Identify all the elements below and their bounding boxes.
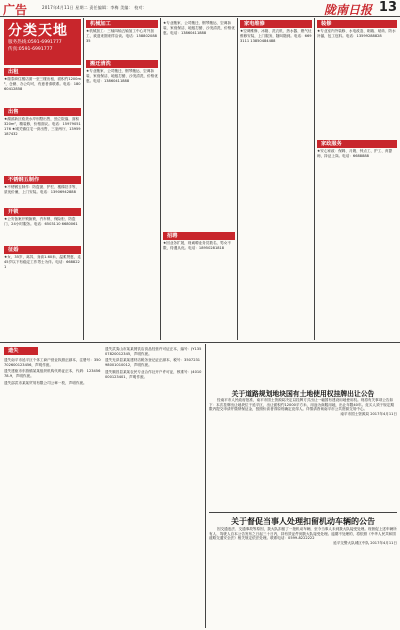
vehicle-notice: [209, 516, 397, 626]
lost-notices-col2: [105, 347, 202, 626]
section-header-recruit: 招聘: [163, 232, 235, 240]
newspaper-logo: 陇南日报: [323, 3, 372, 17]
land-auction-notice: [209, 388, 397, 508]
section-tag: 广告: [3, 3, 28, 17]
section-header-decoration: 装修: [317, 20, 397, 28]
classified-ad: ★机械加工：三轴四轴五轴加工中心对外加工，欢迎来图来样洽谈。电话：15880208835: [86, 29, 157, 43]
section-header-rent: 出租: [4, 68, 81, 76]
section-header-machining: 机械加工: [86, 20, 158, 28]
classified-ad: ★专业室内外装修、水电改造、刷墙、贴砖、防水补漏，包工包料。电话：13599288828: [317, 29, 396, 38]
column-5: [317, 20, 397, 340]
column-3: [163, 20, 235, 340]
section-divider: [0, 342, 400, 343]
banner-fax: 传真:0591-6991777: [8, 47, 53, 52]
column-divider: [237, 18, 238, 340]
section-header-appliance: 家电维修: [240, 20, 312, 28]
column-divider: [314, 18, 315, 340]
classified-ad-text: ★专业搬家、公司搬迁、钢琴搬运、空调拆装、家庭保洁、地板打蜡、沙发清洗，价格优惠。电话：13860411888: [86, 69, 158, 83]
lost-notice: 遗失邵武市某某贸易有限公司公章一枚，声明作废。: [4, 380, 87, 385]
notice-title: 关于道路规划地块国有土地使用权挂牌出让公告: [231, 390, 375, 398]
section-header-steel: 不锈钢五制作: [4, 176, 81, 184]
classified-ad: ★公安备案开锁换锁，汽车锁、保险柜、防盗门，24小时服务。电话：6503110 6680061: [4, 217, 78, 226]
classified-ad: ★湖滨新区欧美水岸别墅出售，独立院落，面积320m²，精装修，价格面议。电话：15979051176 ★城关镇住宅一套出售，三室两厅，13959187432: [4, 117, 81, 136]
classified-ad: ★空调维修、冰箱、洗衣机、热水器、燃气灶维修安装，上门服务，随叫随到。电话：6693111 13850484488: [240, 29, 312, 43]
notice-title: 关于督促当事人处理扣留机动车辆的公告: [231, 516, 375, 526]
lost-notices-col1: [4, 358, 101, 626]
notice-body: 经南平市人民政府批准，南平市国土资源局决定以挂牌方式出让一幅国有建设用地使用权。现将有关事项公告如下：本次挂牌出让地块位于延平区，出让面积约12000平方米，用途为商服用地，出让年限40年。竞买人须于规定期限内提交申请并缴纳保证金，按照价高者得原则确定竞得人。详情请咨询南平市公共资源交易中心。: [209, 398, 394, 412]
left-column: [4, 68, 81, 320]
column-2: [86, 20, 158, 340]
column-divider: [160, 18, 161, 340]
page-header: [0, 0, 400, 17]
classifieds-banner: [4, 19, 81, 65]
classified-ad: [86, 68, 158, 338]
section-header-lock: 开锁: [4, 208, 81, 216]
section-header-moving: 搬迁清洗: [86, 60, 158, 68]
section-header-lost: 遗失: [4, 347, 38, 355]
classified-ad: ★瑞泰商住楼店面一至三楼出租，面积约1200m²，仓储、办公均可，有意者请联系。电话：18060412858: [4, 77, 81, 91]
classified-ad: ★因业务扩展，现诚聘业务员数名，男女不限，待遇从优。电话：18950281818: [163, 241, 231, 250]
notice-body: 因交通违法、交通事故等原因，我大队扣留了一批机动车辆，至今当事人未到我大队接受处理。现督促上述车辆所有人、驾驶人自本公告发布之日起三十日内，持有效证件到我大队接受处理。逾期不处理的，将依照《中华人民共和国道路交通安全法》相关规定依法处理。联系电话：0599-8222222: [209, 527, 397, 541]
section-header-marriage: 征婚: [4, 246, 81, 254]
issue-meta: 2017年4月11日 星期二 责任编辑：李梅 美编： 校对：: [42, 5, 147, 10]
notice-divider: [209, 512, 397, 513]
lost-notice: 遗失南平市延平区个体工商户营业执照正副本，注册号：350702600123456，声明作废。: [4, 358, 101, 367]
banner-hotline: 服务热线:0591-6991777: [8, 40, 62, 45]
lost-notice: 遗失顺昌县某某农民专业合作社开户许可证，核准号：J4010000123401，声明作废。: [105, 369, 202, 379]
column-divider: [83, 18, 84, 340]
column-divider: [205, 344, 206, 628]
lost-notice: 遗失建瓯市东游镇某某组织机构代码证正本，代码：12345678-9，声明作废。: [4, 369, 101, 379]
notice-signature: 南平市国土资源局 2017年4月11日: [340, 412, 397, 417]
lost-notice: 遗失武夷山市某某餐饮店食品经营许可证正本，编号：JY13507820012345，声明作废。: [105, 347, 202, 356]
section-header-housekeeping: 家政服务: [317, 140, 397, 148]
classified-ad: ★女，35岁，离异，身高1.60米，温柔贤惠，觅45岁以下有稳定工作男士为伴。电话：6688221: [4, 255, 81, 269]
column-4: [240, 20, 312, 340]
classified-ad: ★安心家政：保姆、月嫂、钟点工、护工、育婴师，持证上岗。电话：6688888: [317, 149, 393, 158]
banner-title: 分类天地: [8, 23, 68, 39]
page-number: 13: [378, 0, 397, 15]
section-header-sale: 出售: [4, 108, 81, 116]
notice-signature: 延平交警大队城区中队 2017年4月11日: [333, 541, 397, 546]
classified-ad: ★专业搬家、公司搬迁、钢琴搬运、空调拆装、家庭保洁、地板打蜡、沙发清洗，价格优惠。电话：13860411888: [163, 21, 235, 35]
classified-ad: ★不锈钢五制作：防盗窗、护栏、楼梯扶手等，质优价廉，上门安装。电话：13906942888: [4, 185, 80, 194]
lost-notice: 遗失光泽县某某建材店税务登记证正副本，税号：350723198001010012，声明作废。: [105, 358, 201, 368]
